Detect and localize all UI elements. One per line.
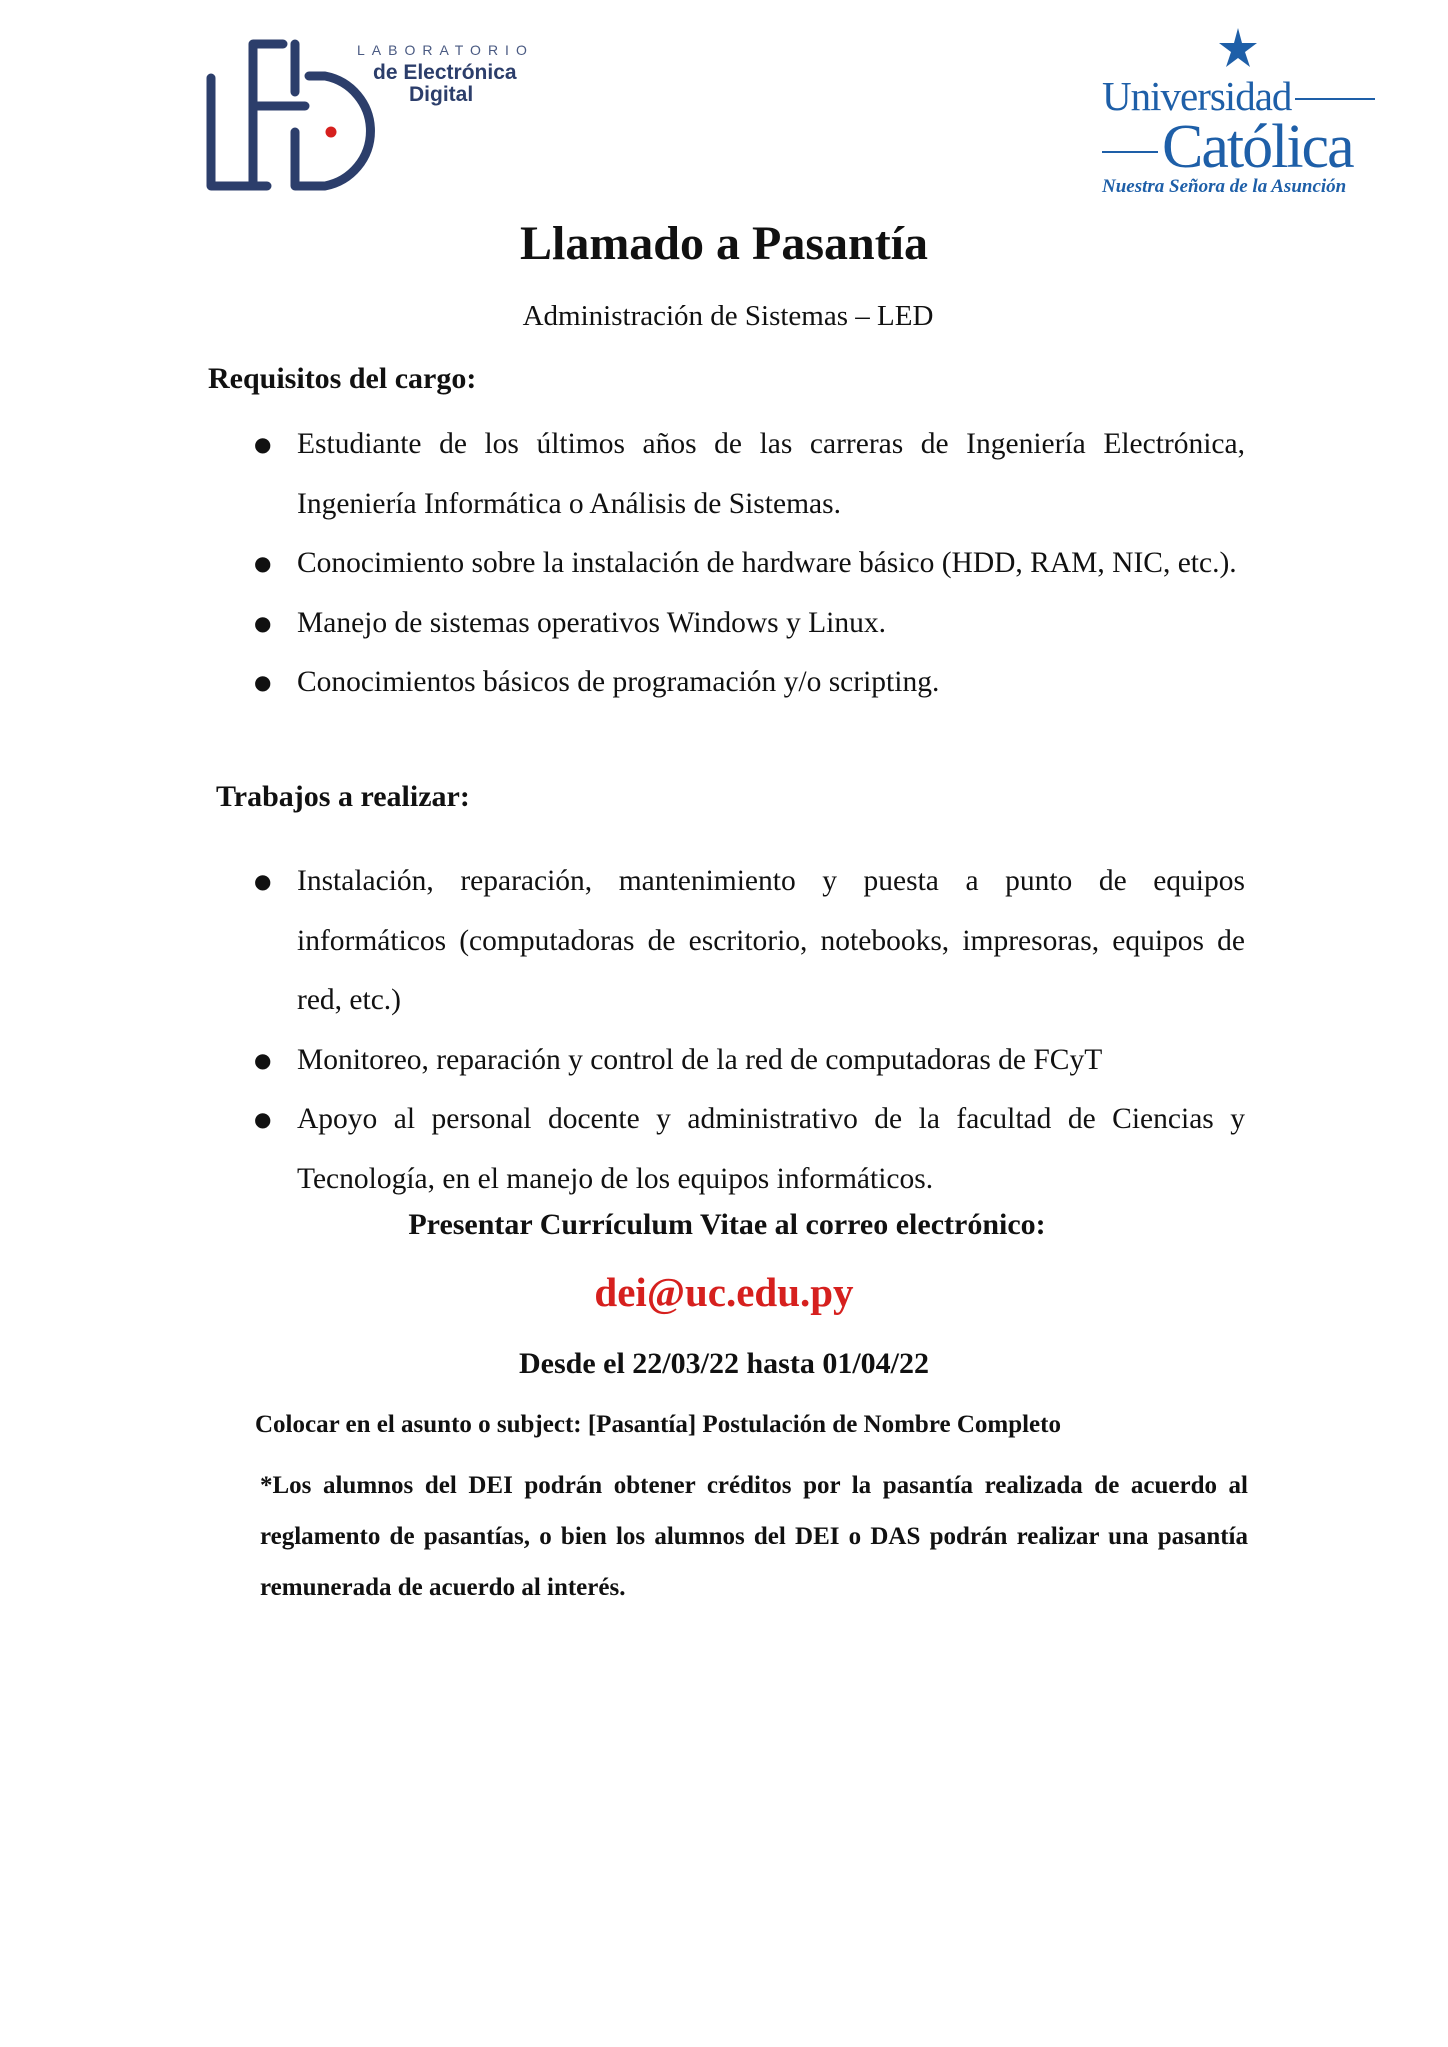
led-logo-line2: de Electrónica bbox=[373, 61, 517, 84]
uc-logo-line3: Nuestra Señora de la Asunción bbox=[1102, 176, 1347, 197]
led-logo-line1: LABORATORIO bbox=[357, 42, 534, 58]
list-item: ● Conocimientos básicos de programación y/o scripting. bbox=[0, 653, 1245, 713]
uc-logo-line1: Universidad bbox=[1102, 73, 1292, 119]
led-logo bbox=[205, 36, 545, 196]
list-item: ● Estudiante de los últimos años de las carreras de Ingeniería Electrónica, Ingeniería Informática o Análisis de Sistemas. bbox=[0, 415, 1245, 534]
trabajos-list bbox=[0, 852, 1448, 1209]
contact-email-link[interactable]: dei@uc.edu.py bbox=[594, 1269, 854, 1315]
cv-instruction: Presentar Currículum Vitae al correo electrónico: bbox=[408, 1208, 1046, 1241]
uc-logo-rule bbox=[1102, 151, 1158, 153]
application-dates: Desde el 22/03/22 hasta 01/04/22 bbox=[519, 1347, 929, 1380]
uc-logo-rule bbox=[1295, 98, 1375, 100]
page-title: Llamado a Pasantía bbox=[519, 217, 929, 270]
uc-logo bbox=[1080, 26, 1380, 206]
uc-logo-line2: Católica bbox=[1162, 113, 1353, 181]
led-logo-text bbox=[357, 42, 597, 106]
requisitos-list bbox=[0, 415, 1448, 713]
section-heading-trabajos: Trabajos a realizar: bbox=[216, 780, 470, 813]
section-heading-requisitos: Requisitos del cargo: bbox=[208, 362, 477, 395]
page-subtitle: Administración de Sistemas – LED bbox=[522, 300, 934, 332]
list-item: ● Instalación, reparación, mantenimiento y puesta a punto de equipos informáticos (computadoras de escritorio, notebooks, impresoras, equipos de red, etc.) bbox=[0, 852, 1245, 1031]
led-logo-line3: Digital bbox=[409, 83, 474, 106]
list-item: ● Conocimiento sobre la instalación de hardware básico (HDD, RAM, NIC, etc.). bbox=[0, 534, 1245, 594]
list-item: ● Monitoreo, reparación y control de la red de computadoras de FCyT bbox=[0, 1031, 1245, 1091]
star-icon bbox=[1216, 26, 1260, 70]
subject-instruction: Colocar en el asunto o subject: [Pasantía] Postulación de Nombre Completo bbox=[255, 1411, 1061, 1438]
credits-note: *Los alumnos del DEI podrán obtener créditos por la pasantía realizada de acuerdo al reglamento de pasantías, o bien los alumnos del DEI o DAS podrán realizar una pasantía remunerada de acuerdo al interés. bbox=[260, 1472, 1248, 1601]
list-item: ● Manejo de sistemas operativos Windows y Linux. bbox=[0, 594, 1245, 654]
list-item: ● Apoyo al personal docente y administrativo de la facultad de Ciencias y Tecnología, en el manejo de los equipos informáticos. bbox=[0, 1090, 1245, 1209]
